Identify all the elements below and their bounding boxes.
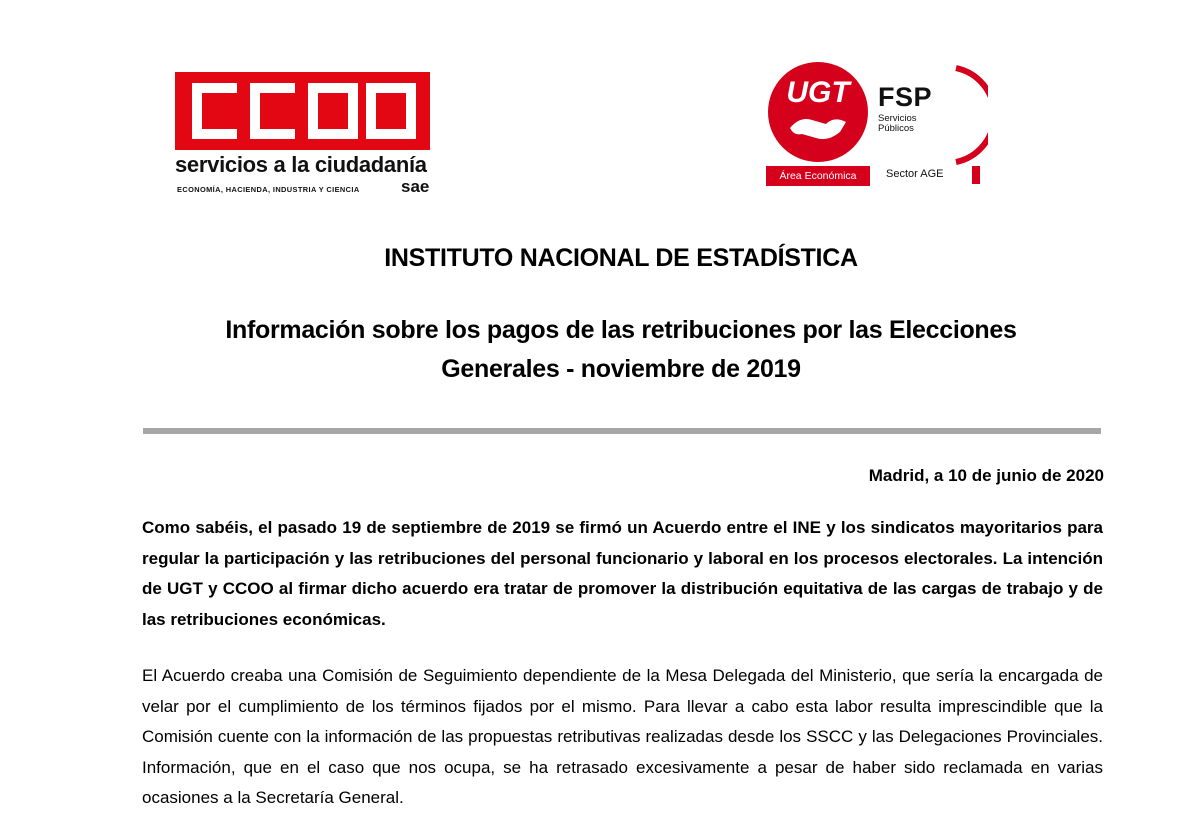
ccoo-subline: ECONOMÍA, HACIENDA, INDUSTRIA Y CIENCIA: [177, 185, 360, 194]
document-subtitle: [150, 311, 1092, 389]
ccoo-letters-icon: [175, 72, 430, 150]
ugt-fsp-logo: [766, 62, 988, 192]
ccoo-logo: [175, 72, 430, 197]
ccoo-tagline: servicios a la ciudadanía: [175, 152, 427, 177]
ugt-red-mark: [972, 166, 980, 184]
title-divider: [143, 428, 1101, 434]
subtitle-line-1: Información sobre los pagos de las retribuciones por las Elecciones: [225, 316, 1017, 344]
ccoo-logo-block: [175, 72, 430, 150]
ugt-fsp-label: FSP: [878, 82, 933, 112]
document-date: Madrid, a 10 de junio de 2020: [868, 466, 1104, 485]
ugt-emblem-icon: [766, 62, 988, 166]
ugt-sector-label: Sector AGE: [886, 168, 944, 180]
ugt-servicios-line1: Servicios: [878, 113, 917, 124]
svg-text:UGT: UGT: [786, 76, 850, 109]
ugt-servicios-line2: Públicos: [878, 123, 914, 134]
ugt-servicios-label: [878, 114, 917, 134]
paragraph-1: Como sabéis, el pasado 19 de septiembre de 2019 se firmó un Acuerdo entre el INE y los sindicatos mayoritarios para regular la participación y las retribuciones del personal funcionario y laboral en los procesos electorales. La intención de UGT y CCOO al firmar dicho acuerdo era tratar de promover la distribución equitativa de las cargas de trabajo y de las retribuciones económicas.: [142, 518, 1103, 629]
ugt-area-badge: Área Económica: [766, 166, 870, 186]
subtitle-line-2: Generales - noviembre de 2019: [441, 355, 801, 383]
ccoo-suffix: sae: [401, 177, 430, 196]
paragraph-2: El Acuerdo creaba una Comisión de Seguimiento dependiente de la Mesa Delegada del Ministerio, que sería la encargada de velar por el cumplimiento de los términos fijados por el mismo. Para llevar a cabo esta labor resulta imprescindible que la Comisión cuente con la información de las propuestas retributivas realizadas desde los SSCC y las Delegaciones Provinciales. Información, que en el caso que nos ocupa, se ha retrasado excesivamente a pesar de haber sido reclamada en varias ocasiones a la Secretaría General.: [142, 666, 1103, 807]
institution-title: INSTITUTO NACIONAL DE ESTADÍSTICA: [384, 244, 858, 272]
